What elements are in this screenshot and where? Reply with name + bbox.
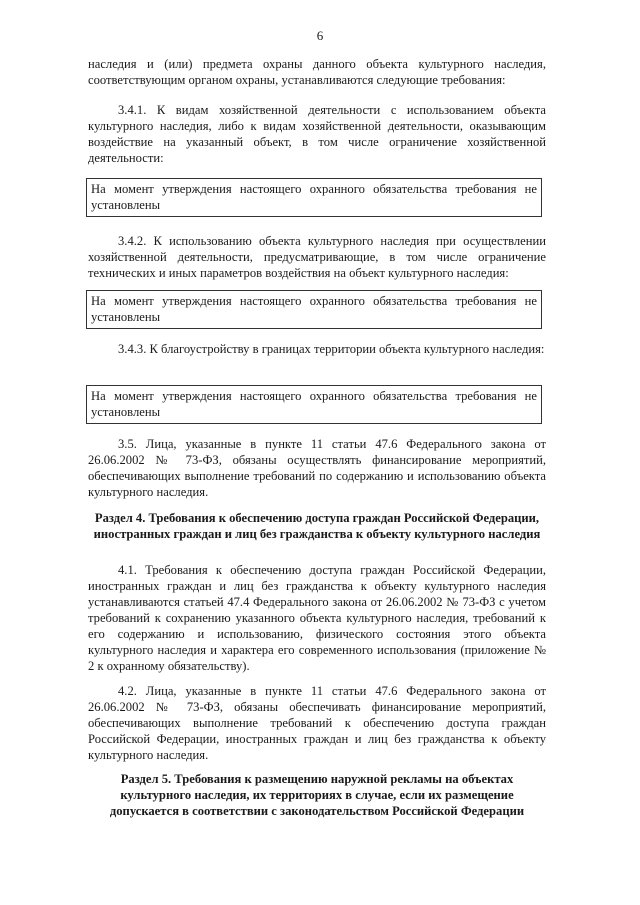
page-number: 6 <box>316 28 324 43</box>
requirement-box-3: На момент утверждения настоящего охранного обязательства требования не установлены <box>86 385 542 424</box>
paragraph-3-4-1: 3.4.1. К видам хозяйственной деятельности с использованием объекта культурного наследия, либо к видам хозяйственной деятельности, оказывающим воздействие на указанный объект, в том числе ограничение хозяйственной деятельности: <box>88 103 546 165</box>
section-5-heading: Раздел 5. Требования к размещению наружной рекламы на объектах культурного наследия, их территориях в случае, если их размещение допускается в соответствии с законодательством Российской Федерации <box>109 772 525 818</box>
paragraph-intro: наследия и (или) предмета охраны данного объекта культурного наследия, соответствующим органом охраны, устанавливаются следующие требования: <box>88 57 546 87</box>
section-4-heading: Раздел 4. Требования к обеспечению доступа граждан Российской Федерации, иностранных граждан и лиц без гражданства к объекту культурного наследия <box>93 511 541 541</box>
paragraph-3-4-3: 3.4.3. К благоустройству в границах территории объекта культурного наследия: <box>118 342 545 356</box>
requirement-box-2: На момент утверждения настоящего охранного обязательства требования не установлены <box>86 290 542 329</box>
paragraph-3-4-2: 3.4.2. К использованию объекта культурного наследия при осуществлении хозяйственной деятельности, предусматривающие, в том числе ограничение технических и иных параметров воздействия на объект культурного наследия: <box>88 234 546 280</box>
paragraph-3-5: 3.5. Лица, указанные в пункте 11 статьи 47.6 Федерального закона от 26.06.2002 № 73-ФЗ, обязаны осуществлять финансирование мероприятий, обеспечивающих выполнение требований по содержанию и использованию объекта культурного наследия. <box>88 437 546 499</box>
paragraph-4-2: 4.2. Лица, указанные в пункте 11 статьи 47.6 Федерального закона от 26.06.2002 № 73-ФЗ, обязаны обеспечивать финансирование мероприятий, обеспечивающих выполнение требований к обеспечению доступа граждан Российской Федерации, иностранных граждан и лиц без гражданства к объекту культурного наследия. <box>88 684 546 762</box>
paragraph-4-1: 4.1. Требования к обеспечению доступа граждан Российской Федерации, иностранных граждан и лиц без гражданства к объекту культурного наследия устанавливаются статьей 47.4 Федерального закона от 26.06.2002 № 73-ФЗ с учетом требований к сохранению указанного объекта культурного наследия, требований к его содержанию и использованию, физического состояния этого объекта культурного наследия и характера его современного использования (приложение № 2 к охранному обязательству). <box>88 563 546 673</box>
requirement-box-1: На момент утверждения настоящего охранного обязательства требования не установлены <box>86 178 542 217</box>
